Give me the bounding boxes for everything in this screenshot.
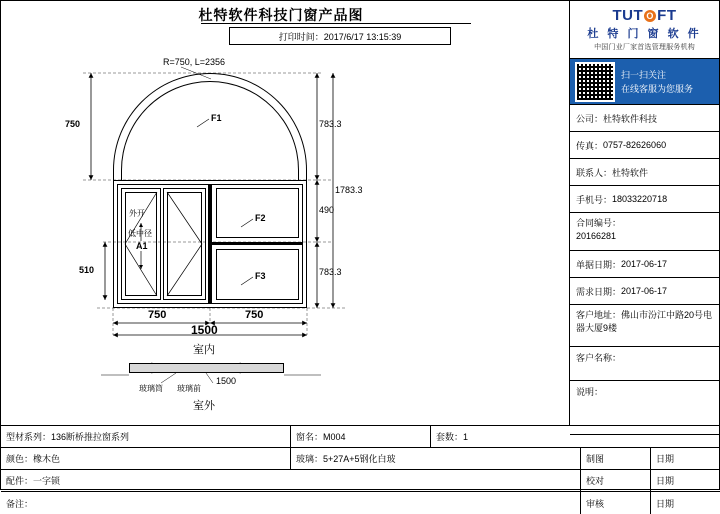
qr-line-2: 在线客服为您服务 [621, 83, 694, 94]
info-row-company [570, 105, 719, 132]
cell-hardware [1, 470, 581, 491]
info-label-contact: 联系人： [576, 167, 613, 178]
glass-label-2: 玻璃前 [177, 384, 201, 393]
info-label-due-date: 需求日期： [576, 286, 622, 297]
cell-approved-date [651, 492, 720, 514]
print-time-box: 打印时间：2017/6/17 13:15:39 [229, 27, 451, 45]
arc-radius-label: R=750, L=2356 [163, 57, 226, 67]
info-row-contact [570, 159, 719, 186]
qr-text [621, 68, 693, 96]
qr-code-icon [575, 62, 615, 102]
label-set-count: 套数： [436, 432, 464, 442]
info-value-company: 杜特软件科技 [603, 113, 658, 124]
panel-label-f2: F2 [255, 213, 266, 223]
info-value-fax: 0757-82626060 [603, 140, 667, 150]
label-profile-series: 型材系列： [6, 432, 52, 442]
panel-label-f3: F3 [255, 271, 266, 281]
label-approved-date: 日期 [656, 498, 675, 509]
brand-logo [570, 1, 719, 59]
dim-right-783-bottom: 783.3 [319, 267, 342, 277]
cell-drawn-date [651, 448, 720, 469]
label-window-name: 窗名： [296, 432, 324, 442]
label-drawn-date: 日期 [656, 454, 675, 464]
dim-bottom-1500: 1500 [191, 323, 218, 337]
info-label-note: 说明： [576, 387, 604, 397]
info-row-order-date [570, 251, 719, 278]
label-checked-by: 校对 [586, 476, 605, 486]
info-value-due-date: 2017-06-17 [621, 286, 668, 296]
dim-right-783-top: 783.3 [319, 119, 342, 129]
cell-glass [291, 448, 581, 469]
panel-label-f1: F1 [211, 113, 222, 123]
panel-label-a1: A1 [136, 241, 148, 251]
brand-name-en [613, 7, 677, 24]
cell-color [1, 448, 291, 469]
info-label-contract: 合同编号： [576, 218, 622, 228]
cell-window-name [291, 426, 431, 447]
label-color: 颜色： [6, 454, 34, 464]
info-value-order-date: 2017-06-17 [621, 259, 668, 269]
info-row-address [570, 305, 719, 347]
cell-approved-by [581, 492, 651, 514]
qr-line-1: 扫一扫关注 [621, 69, 667, 80]
brand-name-en-part1: TUT [612, 7, 644, 24]
info-label-mobile: 手机号： [576, 194, 613, 205]
brand-name-en-part2: FT [657, 7, 677, 24]
dim-bottom-750-b: 750 [245, 309, 264, 321]
page-title: 杜特软件科技门窗产品图 [198, 7, 364, 23]
section-profile-bar [129, 363, 284, 373]
info-row-customer [570, 347, 719, 381]
value-hardware: 一字锁 [33, 476, 61, 486]
cell-drawn-by [581, 448, 651, 469]
dim-right-490: 490 [319, 205, 335, 215]
right-sash-inner [167, 192, 202, 296]
info-value-contact: 杜特软件 [612, 167, 649, 178]
info-value-mobile: 18033220718 [612, 194, 668, 204]
info-row-due-date [570, 278, 719, 305]
drawing-area [1, 45, 570, 425]
cell-remark [1, 492, 581, 514]
outside-label: 室外 [193, 400, 215, 412]
info-value-contract: 20166281 [576, 231, 617, 241]
company-info-panel [569, 1, 719, 425]
qr-banner [570, 59, 719, 105]
info-row-fax [570, 132, 719, 159]
title-underline [201, 23, 471, 24]
dim-right-1783: 1783.3 [335, 185, 363, 195]
info-label-order-date: 单据日期： [576, 259, 622, 270]
info-label-fax: 传真： [576, 140, 604, 151]
mid-label: 低中径 [128, 229, 152, 238]
cell-checked-date [651, 470, 720, 491]
dim-left-510: 510 [79, 265, 95, 275]
cell-checked-by [581, 470, 651, 491]
table-row [1, 426, 720, 448]
info-row-mobile [570, 186, 719, 213]
cell-profile-series [1, 426, 291, 447]
brand-name-cn: 杜 特 门 窗 软 件 [587, 28, 702, 40]
table-row [1, 470, 720, 492]
label-remark: 备注： [6, 498, 34, 509]
value-window-name: M004 [323, 431, 346, 442]
inside-label: 室内 [193, 344, 215, 356]
dim-bottom-750-a: 750 [148, 309, 167, 321]
cell-set-count [431, 426, 720, 447]
info-label-address: 客户地址： [576, 310, 622, 320]
label-hardware: 配件： [6, 476, 34, 486]
dim-left-750: 750 [65, 119, 81, 129]
info-row-contract [570, 213, 719, 251]
section-dim-1500: 1500 [216, 376, 237, 386]
value-profile-series: 136断桥推拉窗系列 [51, 432, 130, 442]
open-direction-label: 外开 [129, 209, 145, 218]
value-color: 橡木色 [33, 454, 61, 464]
brand-slogan: 中国门业厂家首选管理服务机构 [594, 44, 695, 51]
label-glass: 玻璃： [296, 454, 324, 464]
label-checked-date: 日期 [656, 476, 675, 486]
table-row [1, 448, 720, 470]
spec-table [1, 425, 720, 509]
label-drawn-by: 制图 [586, 454, 605, 464]
glass-label-1: 玻璃筒 [139, 384, 163, 393]
table-row [1, 492, 720, 514]
value-set-count: 1 [463, 431, 469, 442]
horizontal-mullion [212, 242, 303, 245]
info-label-customer: 客户名称： [576, 353, 622, 363]
label-approved-by: 审核 [586, 498, 605, 509]
info-value-address: 佛山市汾江中路20号电器大厦9楼 [576, 310, 713, 333]
value-glass: 5+27A+5钢化白玻 [323, 454, 396, 464]
info-label-company: 公司： [576, 113, 604, 124]
brand-logo-o-icon: O [644, 10, 656, 22]
